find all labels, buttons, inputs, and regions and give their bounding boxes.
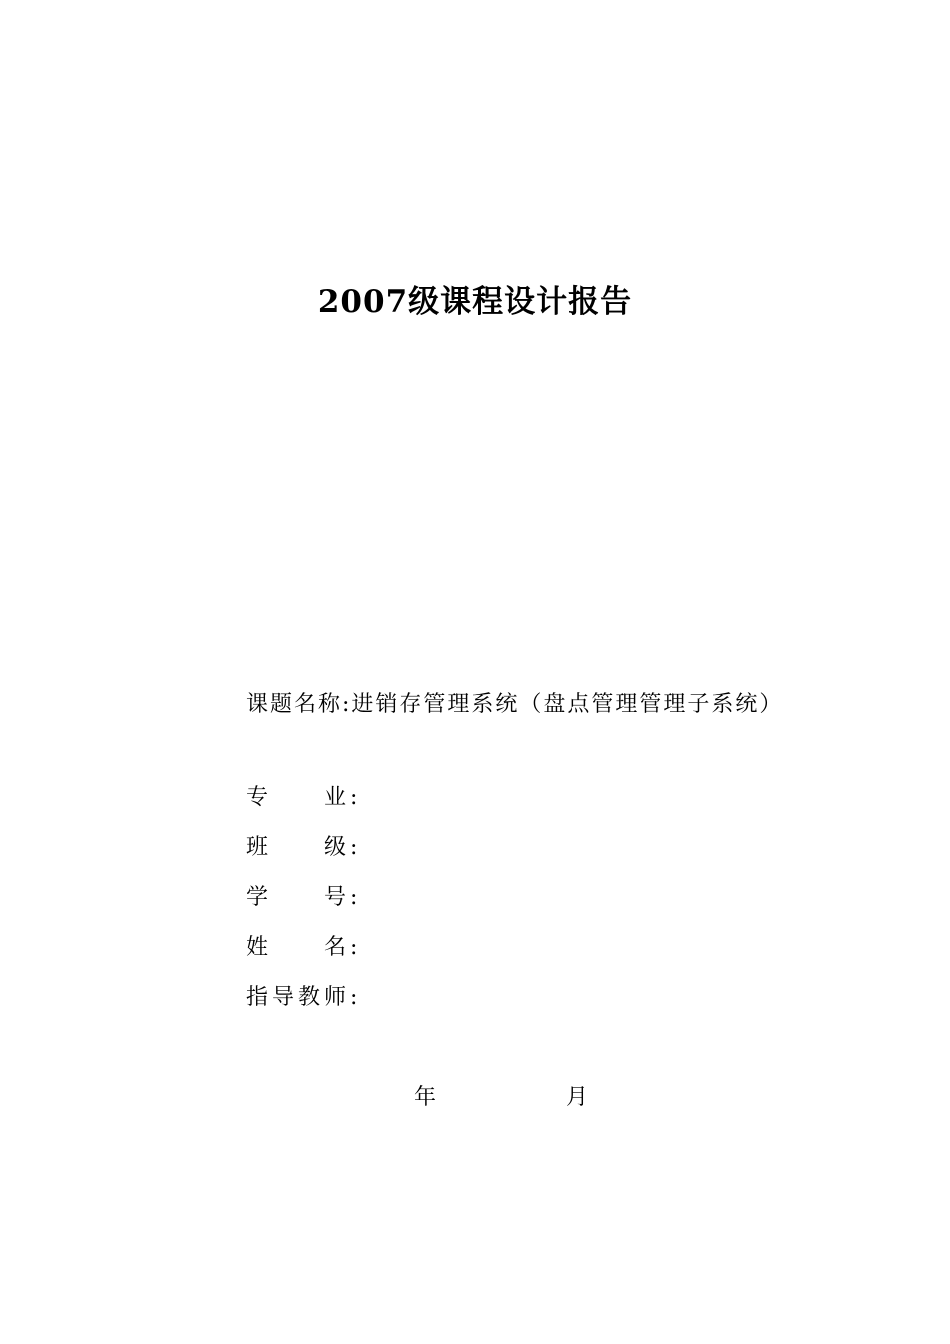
field-major — [246, 780, 357, 816]
field-advisor — [246, 980, 357, 1016]
field-label-student-id: 学号 — [246, 885, 346, 910]
field-colon: : — [350, 785, 358, 810]
subject-label: 课题名称: — [246, 692, 352, 717]
field-label-advisor: 指导教师 — [246, 985, 346, 1010]
field-label-name: 姓名 — [246, 935, 346, 960]
subject-value: 进销存管理系统（盘点管理管理子系统） — [351, 692, 784, 717]
field-colon: : — [350, 985, 358, 1010]
field-class — [246, 830, 357, 866]
field-colon: : — [350, 935, 358, 960]
field-label-major: 专业 — [246, 785, 346, 810]
subject-line — [146, 680, 810, 730]
report-title: 2007级课程设计报告 — [317, 284, 633, 320]
field-label-class: 班级 — [246, 835, 346, 860]
date-month-label: 月 — [566, 1085, 589, 1110]
date-year-label: 年 — [414, 1085, 437, 1110]
field-colon: : — [350, 885, 358, 910]
field-student-id — [246, 880, 357, 916]
field-colon: : — [350, 835, 358, 860]
field-name — [246, 930, 357, 966]
